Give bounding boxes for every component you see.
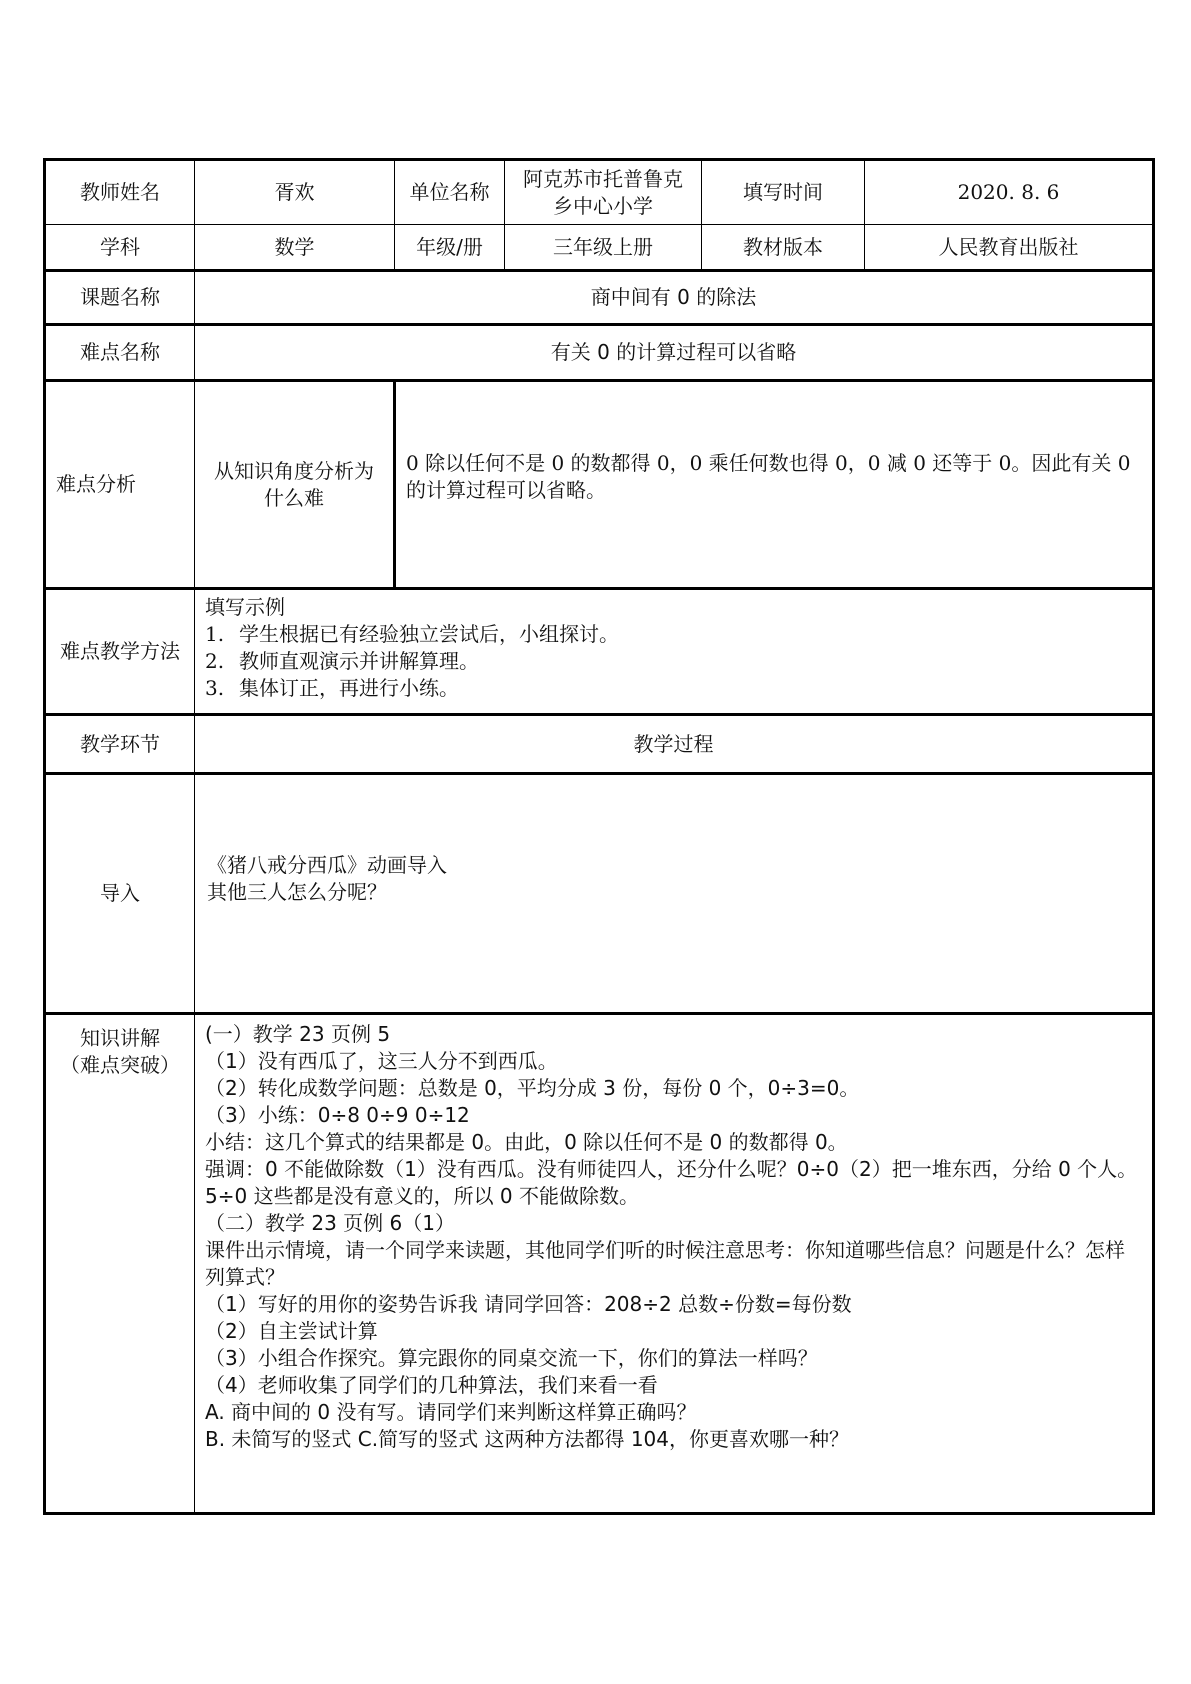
fill-date-value: 2020. 8. 6 bbox=[865, 160, 1154, 225]
knowledge-line: （4）老师收集了同学们的几种算法，我们来看一看 bbox=[205, 1373, 658, 1397]
method-item: 2. 教师直观演示并讲解算理。 bbox=[205, 649, 479, 673]
topic-value: 商中间有 0 的除法 bbox=[195, 271, 1154, 325]
topic-label: 课题名称 bbox=[45, 271, 195, 325]
grade-label: 年级/册 bbox=[395, 225, 505, 271]
knowledge-line: （3）小组合作探究。算完跟你的同桌交流一下，你们的算法一样吗？ bbox=[205, 1346, 818, 1370]
knowledge-label-line: 知识讲解 bbox=[80, 1026, 160, 1050]
knowledge-line: （3）小练：0÷8 0÷9 0÷12 bbox=[205, 1103, 470, 1127]
knowledge-line: 课件出示情境，请一个同学来读题，其他同学们听的时候注意思考：你知道哪些信息？问题是什么？怎样列算式？ bbox=[205, 1238, 1125, 1289]
grade-value: 三年级上册 bbox=[505, 225, 702, 271]
knowledge-content bbox=[195, 1014, 1154, 1514]
knowledge-line: A. 商中间的 0 没有写。请同学们来判断这样算正确吗？ bbox=[205, 1400, 697, 1424]
knowledge-line: （2）转化成数学问题：总数是 0，平均分成 3 份，每份 0 个，0÷3=0。 bbox=[205, 1076, 860, 1100]
difficulty-value: 有关 0 的计算过程可以省略 bbox=[195, 325, 1154, 381]
unit-name-label: 单位名称 bbox=[395, 160, 505, 225]
method-example-title: 填写示例 bbox=[205, 595, 285, 619]
intro-line: 其他三人怎么分呢？ bbox=[207, 880, 387, 904]
knowledge-line: （1）没有西瓜了，这三人分不到西瓜。 bbox=[205, 1049, 558, 1073]
intro-content bbox=[195, 774, 1154, 1014]
method-content bbox=[195, 589, 1154, 715]
knowledge-line: 强调：0 不能做除数（1）没有西瓜。没有师徒四人，还分什么呢？0÷0（2）把一堆东西，分给 0 个人。5÷0 这些都是没有意义的，所以 0 不能做除数。 bbox=[205, 1157, 1138, 1208]
analysis-label: 难点分析 bbox=[45, 381, 195, 589]
method-row bbox=[45, 589, 1154, 715]
lesson-plan-table bbox=[43, 158, 1155, 1515]
topic-row bbox=[45, 271, 1154, 325]
subject-label: 学科 bbox=[45, 225, 195, 271]
analysis-row bbox=[45, 381, 1154, 589]
knowledge-line: (一）教学 23 页例 5 bbox=[205, 1022, 391, 1046]
intro-line: 《猪八戒分西瓜》动画导入 bbox=[207, 853, 447, 877]
method-item: 3. 集体订正，再进行小练。 bbox=[205, 676, 459, 700]
knowledge-line: （1）写好的用你的姿势告诉我 请同学回答：208÷2 总数÷份数=每份数 bbox=[205, 1292, 852, 1316]
subject-value: 数学 bbox=[195, 225, 395, 271]
teacher-name-value: 胥欢 bbox=[195, 160, 395, 225]
process-header-value: 教学过程 bbox=[195, 715, 1154, 774]
intro-label: 导入 bbox=[45, 774, 195, 1014]
teacher-name-label: 教师姓名 bbox=[45, 160, 195, 225]
difficulty-row bbox=[45, 325, 1154, 381]
process-header-row bbox=[45, 715, 1154, 774]
method-label: 难点教学方法 bbox=[45, 589, 195, 715]
knowledge-label bbox=[45, 1014, 195, 1514]
subject-row bbox=[45, 225, 1154, 271]
knowledge-label-line: （难点突破） bbox=[60, 1053, 180, 1077]
header-row bbox=[45, 160, 1154, 225]
method-item: 1. 学生根据已有经验独立尝试后，小组探讨。 bbox=[205, 622, 619, 646]
fill-date-label: 填写时间 bbox=[702, 160, 865, 225]
knowledge-line: 小结：这几个算式的结果都是 0。由此，0 除以任何不是 0 的数都得 0。 bbox=[205, 1130, 848, 1154]
knowledge-row bbox=[45, 1014, 1154, 1514]
analysis-text: 0 除以任何不是 0 的数都得 0，0 乘任何数也得 0，0 减 0 还等于 0。因此有关 0 的计算过程可以省略。 bbox=[395, 381, 1154, 589]
knowledge-line: （二）教学 23 页例 6（1） bbox=[205, 1211, 455, 1235]
edition-label: 教材版本 bbox=[702, 225, 865, 271]
process-stage-label: 教学环节 bbox=[45, 715, 195, 774]
knowledge-line: B. 未简写的竖式 C.简写的竖式 这两种方法都得 104，你更喜欢哪一种？ bbox=[205, 1427, 850, 1451]
difficulty-label: 难点名称 bbox=[45, 325, 195, 381]
edition-value: 人民教育出版社 bbox=[865, 225, 1154, 271]
intro-row bbox=[45, 774, 1154, 1014]
analysis-sub-label: 从知识角度分析为什么难 bbox=[195, 381, 395, 589]
unit-name-value: 阿克苏市托普鲁克乡中心小学 bbox=[505, 160, 702, 225]
knowledge-line: （2）自主尝试计算 bbox=[205, 1319, 378, 1343]
